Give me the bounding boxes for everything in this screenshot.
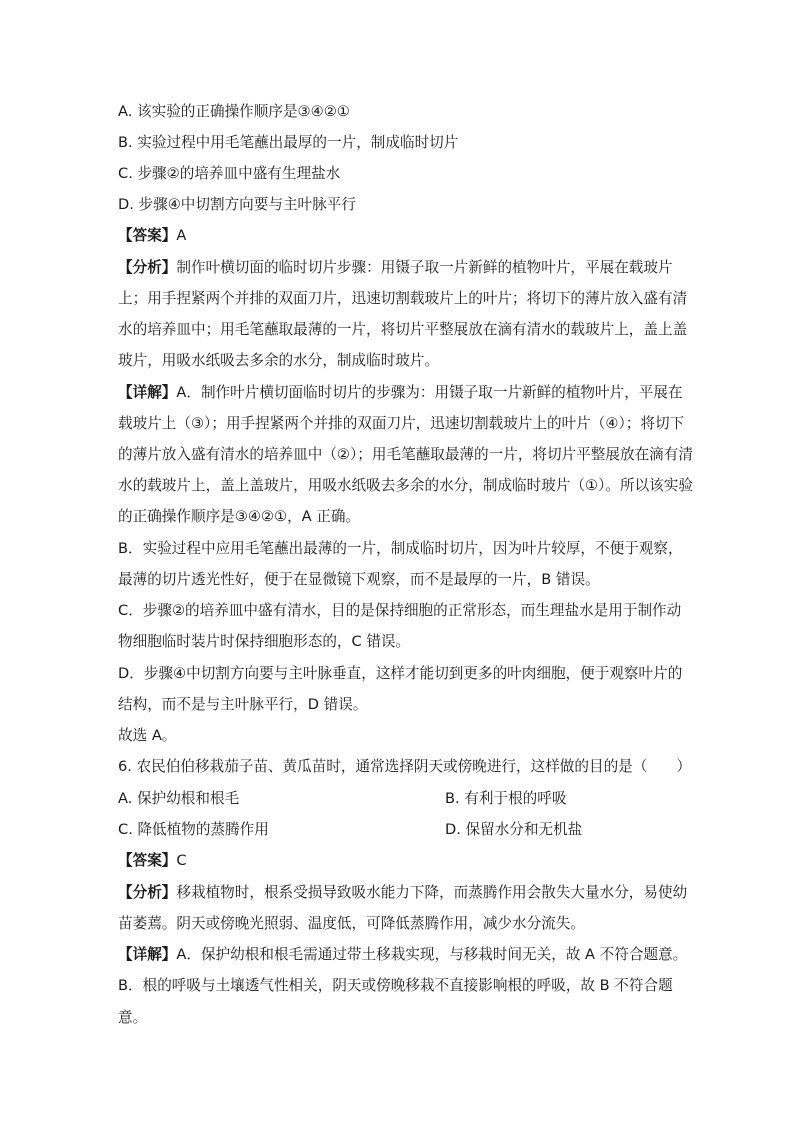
q5-detail-line: B．实验过程中应用毛笔蘸出最薄的一片，制成临时切片，因为叶片较厚，不便于观察，	[118, 540, 683, 557]
q5-analysis-line: 【分析】制作叶横切面的临时切片步骤：用镊子取一片新鲜的植物叶片，平展在载玻片	[118, 259, 673, 276]
answer-value: A	[176, 227, 187, 244]
answer-label: 【答案】	[118, 852, 177, 869]
q5-detail-line: C．步骤②的培养皿中盛有清水，目的是保持细胞的正常形态，而生理盐水是用于制作动	[118, 602, 682, 619]
q6-answer	[118, 851, 187, 871]
analysis-label: 【分析】	[118, 259, 177, 276]
q6-analysis-line: 【分析】移栽植物时，根系受损导致吸水能力下降，而蒸腾作用会散失大量水分，易使幼	[118, 884, 688, 901]
answer-value: C	[176, 852, 187, 869]
detail-label: 【详解】	[118, 384, 177, 401]
q5-answer	[118, 226, 186, 246]
q6-detail-line: 【详解】A．保护幼根和根毛需通过带土移栽实现，与移栽时间无关，故 A 不符合题意。	[118, 946, 688, 963]
q5-option-d: D. 步骤④中切割方向要与主叶脉平行	[118, 196, 356, 213]
q5-detail-line: 的正确操作顺序是③④②①，A 正确。	[118, 508, 361, 525]
q5-conclusion: 故选 A。	[118, 727, 177, 744]
q6-option-c: C. 降低植物的蒸腾作用	[118, 821, 269, 838]
q6-option-a: A. 保护幼根和根毛	[118, 790, 240, 807]
q5-option-c: C. 步骤②的培养皿中盛有生理盐水	[118, 165, 341, 182]
q5-analysis-line: 玻片，用吸水纸吸去多余的水分，制成临时玻片。	[118, 352, 440, 369]
q5-detail-line: 水的载玻片上，盖上盖玻片，用吸水纸吸去多余的水分，制成临时玻片（①）。所以该实验	[118, 477, 693, 494]
analysis-label: 【分析】	[118, 884, 177, 901]
q5-detail-line: 【详解】A．制作叶片横切面临时切片的步骤为：用镊子取一片新鲜的植物叶片，平展在	[118, 384, 683, 401]
q5-detail-line: D．步骤④中切割方向要与主叶脉垂直，这样才能切到更多的叶肉细胞，便于观察叶片的	[118, 665, 683, 682]
q5-detail-line: 结构，而不是与主叶脉平行，D 错误。	[118, 696, 368, 713]
q5-analysis-line: 上；用手捏紧两个并排的双面刀片，迅速切割载玻片上的叶片；将切下的薄片放入盛有清	[118, 290, 688, 307]
q6-detail-line: B．根的呼吸与土壤透气性相关，阴天或傍晚移栽不直接影响根的呼吸，故 B 不符合题	[118, 977, 673, 994]
q5-detail-line: 最薄的切片透光性好，便于在显微镜下观察，而不是最厚的一片，B 错误。	[118, 571, 600, 588]
q6-analysis-line: 苗萎蔫。阴天或傍晚光照弱、温度低，可降低蒸腾作用，减少水分流失。	[118, 915, 586, 932]
q6-option-b: B. 有利于根的呼吸	[445, 790, 567, 807]
q5-detail-line: 载玻片上（③）；用手捏紧两个并排的双面刀片，迅速切割载玻片上的叶片（④）；将切下	[118, 415, 685, 432]
q5-detail-line: 的薄片放入盛有清水的培养皿中（②）；用毛笔蘸取最薄的一片，将切片平整展放在滴有清	[118, 446, 693, 463]
q5-option-a: A. 该实验的正确操作顺序是③④②①	[118, 103, 350, 120]
q5-analysis-line: 水的培养皿中；用毛笔蘸取最薄的一片，将切片平整展放在滴有清水的载玻片上，盖上盖	[118, 321, 688, 338]
answer-label: 【答案】	[118, 227, 177, 244]
detail-label: 【详解】	[118, 946, 177, 963]
q6-stem: 6. 农民伯伯移栽茄子苗、黄瓜苗时，通常选择阴天或傍晚进行，这样做的目的是（ ）	[118, 758, 692, 775]
q6-option-d: D. 保留水分和无机盐	[445, 821, 583, 838]
q5-option-b: B. 实验过程中用毛笔蘸出最厚的一片，制成临时切片	[118, 134, 459, 151]
q6-detail-line: 意。	[118, 1009, 148, 1026]
q5-detail-line: 物细胞临时装片时保持细胞形态的，C 错误。	[118, 633, 411, 650]
